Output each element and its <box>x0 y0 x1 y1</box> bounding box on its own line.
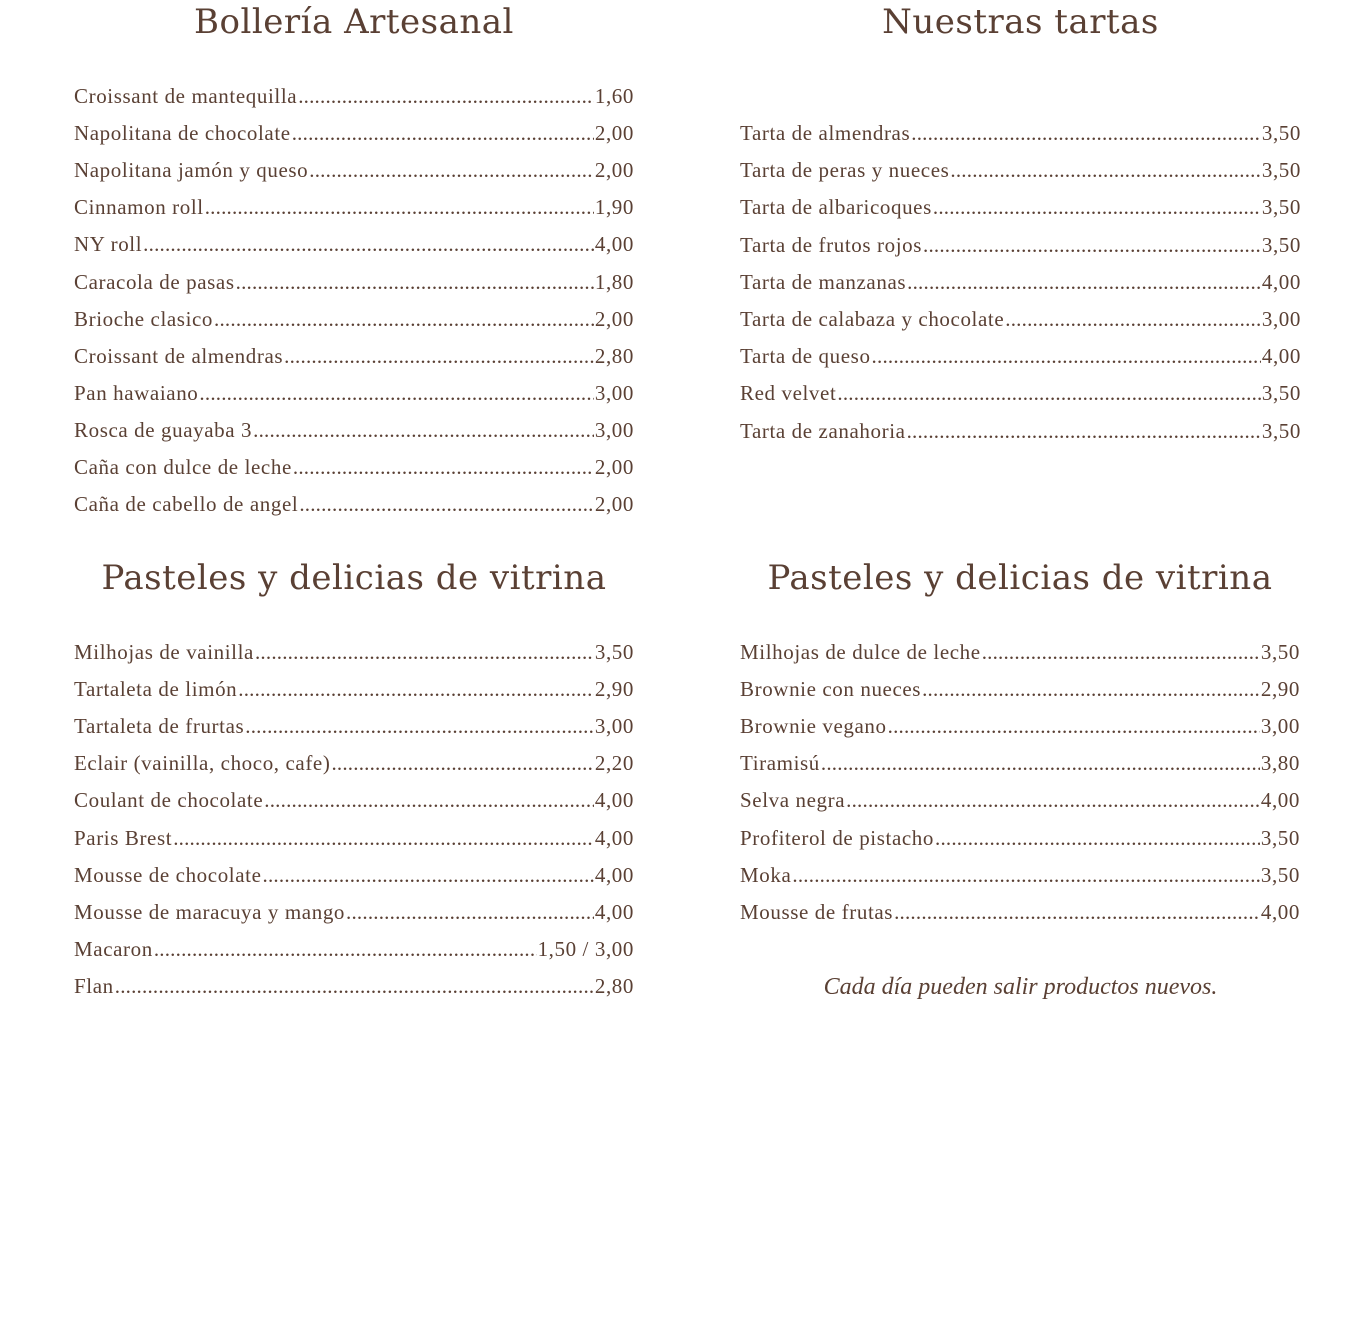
menu-item-price: 2,00 <box>594 121 634 146</box>
menu-item-price: 3,00 <box>594 714 634 739</box>
dot-leader <box>299 492 594 517</box>
menu-item <box>74 418 634 455</box>
menu-item-price: 1,50 / 3,00 <box>537 936 634 961</box>
dot-leader <box>922 677 1260 702</box>
menu-item-name: Macaron <box>74 936 153 961</box>
menu-item-name: Tartaleta de frurtas <box>74 714 245 739</box>
menu-item <box>74 974 634 1011</box>
menu-item-name: Paris Brest <box>74 825 173 850</box>
menu-item-name: NY roll <box>74 232 143 257</box>
menu-item-name: Brownie con nueces <box>740 677 922 702</box>
menu-item-name: Coulant de chocolate <box>74 788 264 813</box>
dot-leader <box>214 307 594 332</box>
menu-item <box>740 121 1301 158</box>
menu-item-name: Cinnamon roll <box>74 195 204 220</box>
new-products-note: Cada día pueden salir productos nuevos. <box>823 974 1218 1000</box>
dot-leader <box>331 751 593 776</box>
menu-item-price: 3,00 <box>594 417 634 442</box>
dot-leader <box>236 270 594 295</box>
menu-item-price: 4,00 <box>1260 899 1300 924</box>
menu-item-price: 2,90 <box>1260 677 1300 702</box>
menu-item <box>74 455 634 492</box>
menu-item <box>74 121 634 158</box>
menu-item-price: 2,00 <box>594 492 634 517</box>
menu-item <box>740 344 1301 381</box>
menu-item-price: 3,50 <box>1261 121 1301 145</box>
menu-item-name: Tarta de almendras <box>740 121 911 145</box>
dot-leader <box>263 863 594 888</box>
dot-leader <box>1005 307 1261 332</box>
menu-item-price: 2,90 <box>594 677 634 702</box>
menu-item-price: 4,00 <box>594 825 634 850</box>
menu-item <box>74 640 634 677</box>
menu-item-price: 3,50 <box>1260 862 1300 887</box>
menu-item <box>740 714 1300 751</box>
menu-item-name: Rosca de guayaba 3 <box>74 417 253 442</box>
dot-leader <box>911 121 1261 146</box>
dot-leader <box>293 455 594 480</box>
menu-item-name: Napolitana de chocolate <box>74 121 291 146</box>
section-title: Nuestras tartas <box>882 2 1159 42</box>
menu-item <box>740 307 1301 344</box>
menu-item <box>740 233 1301 270</box>
menu-item-name: Mousse de maracuya y mango <box>74 899 346 924</box>
menu-item-price: 3,50 <box>1261 195 1301 220</box>
menu-item <box>74 863 634 900</box>
menu-item-name: Mousse de frutas <box>740 899 894 924</box>
menu-item <box>740 788 1300 825</box>
menu-item-price: 4,00 <box>594 788 634 813</box>
menu-item <box>74 937 634 974</box>
menu-item-price: 2,00 <box>594 455 634 479</box>
menu-item-price: 3,00 <box>1261 307 1301 331</box>
menu-item <box>740 270 1301 307</box>
menu-item-price: 3,50 <box>1261 418 1301 443</box>
menu-item-name: Tiramisú <box>740 751 820 776</box>
dot-leader <box>115 974 594 999</box>
menu-item-price: 3,50 <box>1261 232 1301 257</box>
menu-item <box>74 158 634 195</box>
menu-item-name: Caña de cabello de angel <box>74 492 299 517</box>
dot-leader <box>255 640 594 665</box>
menu-item-price: 3,00 <box>594 380 634 405</box>
dot-leader <box>846 788 1260 813</box>
section-title: Bollería Artesanal <box>194 2 514 42</box>
menu-item-name: Milhojas de dulce de leche <box>740 640 981 664</box>
menu-item <box>74 492 634 529</box>
menu-item-price: 2,80 <box>594 343 634 368</box>
menu-item <box>74 84 634 121</box>
menu-item <box>740 195 1301 232</box>
menu-item-price: 3,50 <box>1260 640 1300 664</box>
menu-item <box>74 751 634 788</box>
menu-item-name: Moka <box>740 862 792 887</box>
section-pasteles-right <box>740 556 1300 1016</box>
menu-item <box>74 232 634 269</box>
dot-leader <box>143 232 594 257</box>
dot-leader <box>792 863 1259 888</box>
dot-leader <box>821 751 1260 776</box>
dot-leader <box>950 158 1260 183</box>
dot-leader <box>894 900 1260 925</box>
menu-item <box>740 677 1300 714</box>
menu-item-price: 1,90 <box>594 195 634 220</box>
dot-leader <box>284 344 594 369</box>
dot-leader <box>298 84 594 109</box>
menu-item-name: Tarta de zanahoria <box>740 418 906 443</box>
menu-item-price: 3,50 <box>594 640 634 664</box>
menu-item <box>740 900 1300 937</box>
menu-item-price: 4,00 <box>594 862 634 887</box>
menu-item-price: 3,50 <box>1261 381 1301 406</box>
menu-item-price: 4,00 <box>594 899 634 924</box>
menu-item-name: Tarta de queso <box>740 344 871 369</box>
dot-leader <box>199 381 593 406</box>
menu-item <box>74 714 634 751</box>
menu-item <box>740 158 1301 195</box>
menu-item-price: 2,00 <box>594 306 634 331</box>
dot-leader <box>154 937 537 962</box>
menu-item-name: Milhojas de vainilla <box>74 640 254 664</box>
menu-item <box>74 900 634 937</box>
menu-item-name: Brownie vegano <box>740 714 887 739</box>
menu-item-price: 4,00 <box>594 232 634 257</box>
menu-item-name: Tartaleta de limón <box>74 677 238 702</box>
dot-leader <box>982 640 1260 665</box>
menu-item <box>74 826 634 863</box>
dot-leader <box>253 418 594 443</box>
menu-item <box>74 344 634 381</box>
menu-item-price: 1,80 <box>594 269 634 294</box>
section-pasteles-left <box>74 556 634 1016</box>
dot-leader <box>245 714 594 739</box>
menu-item-price: 4,00 <box>1261 269 1301 294</box>
menu-item-price: 4,00 <box>1260 788 1300 813</box>
dot-leader <box>907 419 1261 444</box>
menu-item-name: Caña con dulce de leche <box>74 455 292 479</box>
dot-leader <box>837 381 1260 406</box>
dot-leader <box>264 788 594 813</box>
menu-item <box>74 677 634 714</box>
menu-item-price: 2,20 <box>594 751 634 776</box>
menu-item-name: Tarta de manzanas <box>740 269 907 294</box>
dot-leader <box>309 158 594 183</box>
section-bolleria <box>74 0 634 540</box>
menu-item-price: 2,00 <box>594 158 634 183</box>
menu-item-price: 3,50 <box>1261 158 1301 183</box>
menu-item <box>74 788 634 825</box>
dot-leader <box>872 344 1261 369</box>
dot-leader <box>205 195 594 220</box>
menu-item <box>740 381 1301 418</box>
dot-leader <box>923 233 1261 258</box>
section-title: Pasteles y delicias de vitrina <box>767 558 1273 598</box>
menu-item-name: Croissant de almendras <box>74 343 284 368</box>
menu-item-name: Eclair (vainilla, choco, cafe) <box>74 751 331 776</box>
menu-item <box>740 863 1300 900</box>
menu-item <box>74 270 634 307</box>
menu-item-name: Caracola de pasas <box>74 269 235 294</box>
section-title: Pasteles y delicias de vitrina <box>101 558 607 598</box>
menu-item-name: Brioche clasico <box>74 306 214 331</box>
menu-item <box>740 419 1301 456</box>
menu-item <box>74 381 634 418</box>
menu-item-price: 3,00 <box>1260 714 1300 739</box>
menu-item-price: 4,00 <box>1261 344 1301 369</box>
menu-item-price: 3,50 <box>1260 825 1300 850</box>
menu-item-name: Red velvet <box>740 381 837 406</box>
menu-item-name: Napolitana jamón y queso <box>74 158 309 183</box>
menu-item-name: Flan <box>74 973 114 998</box>
menu-item-name: Mousse de chocolate <box>74 862 262 887</box>
menu-item-price: 2,80 <box>594 973 634 998</box>
menu-item <box>740 751 1300 788</box>
dot-leader <box>238 677 594 702</box>
menu-item-name: Tarta de frutos rojos <box>740 232 922 257</box>
menu-item-name: Tarta de albaricoques <box>740 195 932 220</box>
dot-leader <box>346 900 594 925</box>
dot-leader <box>933 195 1261 220</box>
dot-leader <box>935 826 1260 851</box>
menu-item-name: Tarta de calabaza y chocolate <box>740 307 1005 331</box>
menu-item <box>74 307 634 344</box>
menu-item <box>740 640 1300 677</box>
menu-item-name: Profiterol de pistacho <box>740 825 934 850</box>
dot-leader <box>907 270 1261 295</box>
menu-item <box>740 826 1300 863</box>
menu-item <box>74 195 634 232</box>
dot-leader <box>888 714 1260 739</box>
dot-leader <box>173 826 594 851</box>
menu-item-price: 1,60 <box>594 84 634 108</box>
menu-item-name: Tarta de peras y nueces <box>740 158 950 183</box>
dot-leader <box>292 121 594 146</box>
section-tartas <box>740 0 1301 540</box>
menu-item-name: Selva negra <box>740 788 846 813</box>
menu-item-price: 3,80 <box>1260 751 1300 776</box>
menu-item-name: Pan hawaiano <box>74 380 199 405</box>
menu-item-name: Croissant de mantequilla <box>74 84 298 108</box>
